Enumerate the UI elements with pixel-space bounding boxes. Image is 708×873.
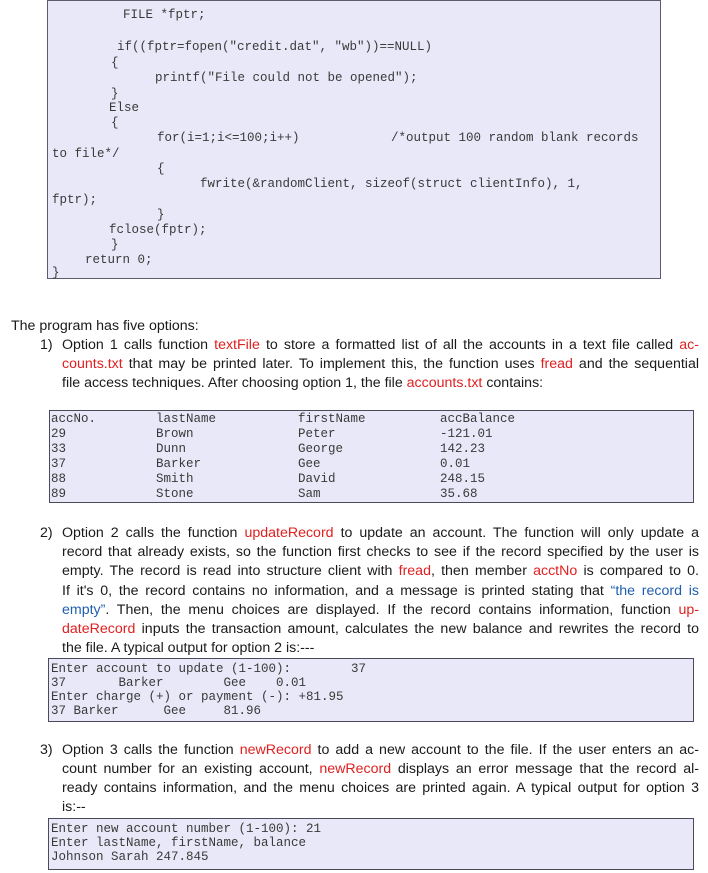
code-line: if((fptr=fopen("credit.dat", "wb"))==NULL) xyxy=(117,40,433,54)
table-header: accNo. xyxy=(51,412,97,426)
table-header: lastName xyxy=(156,412,217,426)
option-1-marker: 1) xyxy=(40,337,53,353)
table-cell: 37 xyxy=(51,457,67,471)
table-header: firstName xyxy=(298,412,366,426)
table-cell: George xyxy=(298,442,344,456)
code-line: { xyxy=(111,56,119,70)
terminal-line: 37 Barker Gee 81.96 xyxy=(51,704,262,718)
code-line: printf("File could not be opened"); xyxy=(155,71,418,85)
code-line: return 0; xyxy=(85,253,153,267)
code-line: FILE *fptr; xyxy=(123,8,206,22)
option-3-line: count number for an existing account, newRecord displays an error message that the record al- xyxy=(62,761,699,777)
code-line: fclose(fptr); xyxy=(109,223,207,237)
terminal-line: Enter lastName, firstName, balance xyxy=(51,836,307,850)
code-line: } xyxy=(111,238,119,252)
table-cell: Brown xyxy=(156,427,194,441)
table-cell: 35.68 xyxy=(440,487,478,501)
table-cell: -121.01 xyxy=(440,427,493,441)
table-cell: 142.23 xyxy=(440,442,486,456)
option-2-line: dateRecord inputs the transaction amount, calculates the new balance and rewrites the record to xyxy=(62,621,699,637)
option-2-line: record that already exists, so the function first checks to see if the record specified by the user is xyxy=(62,544,699,560)
table-cell: 29 xyxy=(51,427,67,441)
option-3-line: ready contains information, and the menu choices are printed again. A typical output for option 3 xyxy=(62,780,699,796)
option-1-line: file access techniques. After choosing option 1, the file accounts.txt contains: xyxy=(62,375,544,391)
terminal-line: Johnson Sarah 247.845 xyxy=(51,850,209,864)
option-2-terminal xyxy=(48,658,694,722)
terminal-line: Enter account to update (1-100): 37 xyxy=(51,662,367,676)
option-3-line: is:-- xyxy=(62,799,86,815)
table-header: accBalance xyxy=(440,412,516,426)
option-3-marker: 3) xyxy=(40,742,53,758)
option-3-line: Option 3 calls the function newRecord to add a new account to the file. If the user enters an ac- xyxy=(62,742,699,758)
func-newrecord: newRecord xyxy=(239,742,312,758)
table-cell: 248.15 xyxy=(440,472,486,486)
accounts-table xyxy=(49,410,694,503)
code-line: to file*/ xyxy=(52,147,120,161)
option-1-line: counts.txt that may be printed later. To implement this, the function uses fread and the sequential xyxy=(62,356,699,372)
code-line: } xyxy=(111,87,119,101)
table-cell: 0.01 xyxy=(440,457,471,471)
intro-text: The program has five options: xyxy=(11,318,199,334)
terminal-line: 37 Barker Gee 0.01 xyxy=(51,676,307,690)
table-cell: Dunn xyxy=(156,442,187,456)
code-comment: /*output 100 random blank records xyxy=(391,131,639,145)
option-3-terminal xyxy=(48,818,694,870)
table-cell: David xyxy=(298,472,336,486)
terminal-line: Enter charge (+) or payment (-): +81.95 xyxy=(51,690,344,704)
code-line: } xyxy=(157,208,165,222)
code-line: fwrite(&randomClient, sizeof(struct clientInfo), 1, xyxy=(200,177,583,191)
option-1-line: Option 1 calls function textFile to store a formatted list of all the accounts in a text file called ac- xyxy=(62,337,699,353)
code-line: Else xyxy=(109,101,140,115)
code-line: } xyxy=(52,266,60,280)
func-textfile: textFile xyxy=(214,337,260,353)
option-2-line: Option 2 calls the function updateRecord to update an account. The function will only update a xyxy=(62,525,699,541)
option-2-line: the file. A typical output for option 2 is:--- xyxy=(62,640,315,656)
func-updaterecord: updateRecord xyxy=(244,525,334,541)
code-line: fptr); xyxy=(52,193,98,207)
option-2-marker: 2) xyxy=(40,525,53,541)
table-cell: 88 xyxy=(51,472,67,486)
table-cell: 89 xyxy=(51,487,67,501)
table-cell: Gee xyxy=(298,457,321,471)
option-2-line: If it's 0, the record contains no information, and a message is printed stating that “the record is xyxy=(62,583,699,599)
option-2-line: empty”. Then, the menu choices are displayed. If the record contains information, function up- xyxy=(62,602,699,618)
terminal-line: Enter new account number (1-100): 21 xyxy=(51,822,322,836)
code-line: for(i=1;i<=100;i++) xyxy=(157,131,300,145)
table-cell: Smith xyxy=(156,472,194,486)
table-cell: Barker xyxy=(156,457,202,471)
code-line: { xyxy=(157,162,165,176)
table-cell: Sam xyxy=(298,487,321,501)
code-line: { xyxy=(111,116,119,130)
code-block xyxy=(47,0,661,279)
table-cell: 33 xyxy=(51,442,67,456)
table-cell: Stone xyxy=(156,487,194,501)
table-cell: Peter xyxy=(298,427,336,441)
option-2-line: empty. The record is read into structure client with fread, then member acctNo is compared to 0. xyxy=(62,563,699,579)
